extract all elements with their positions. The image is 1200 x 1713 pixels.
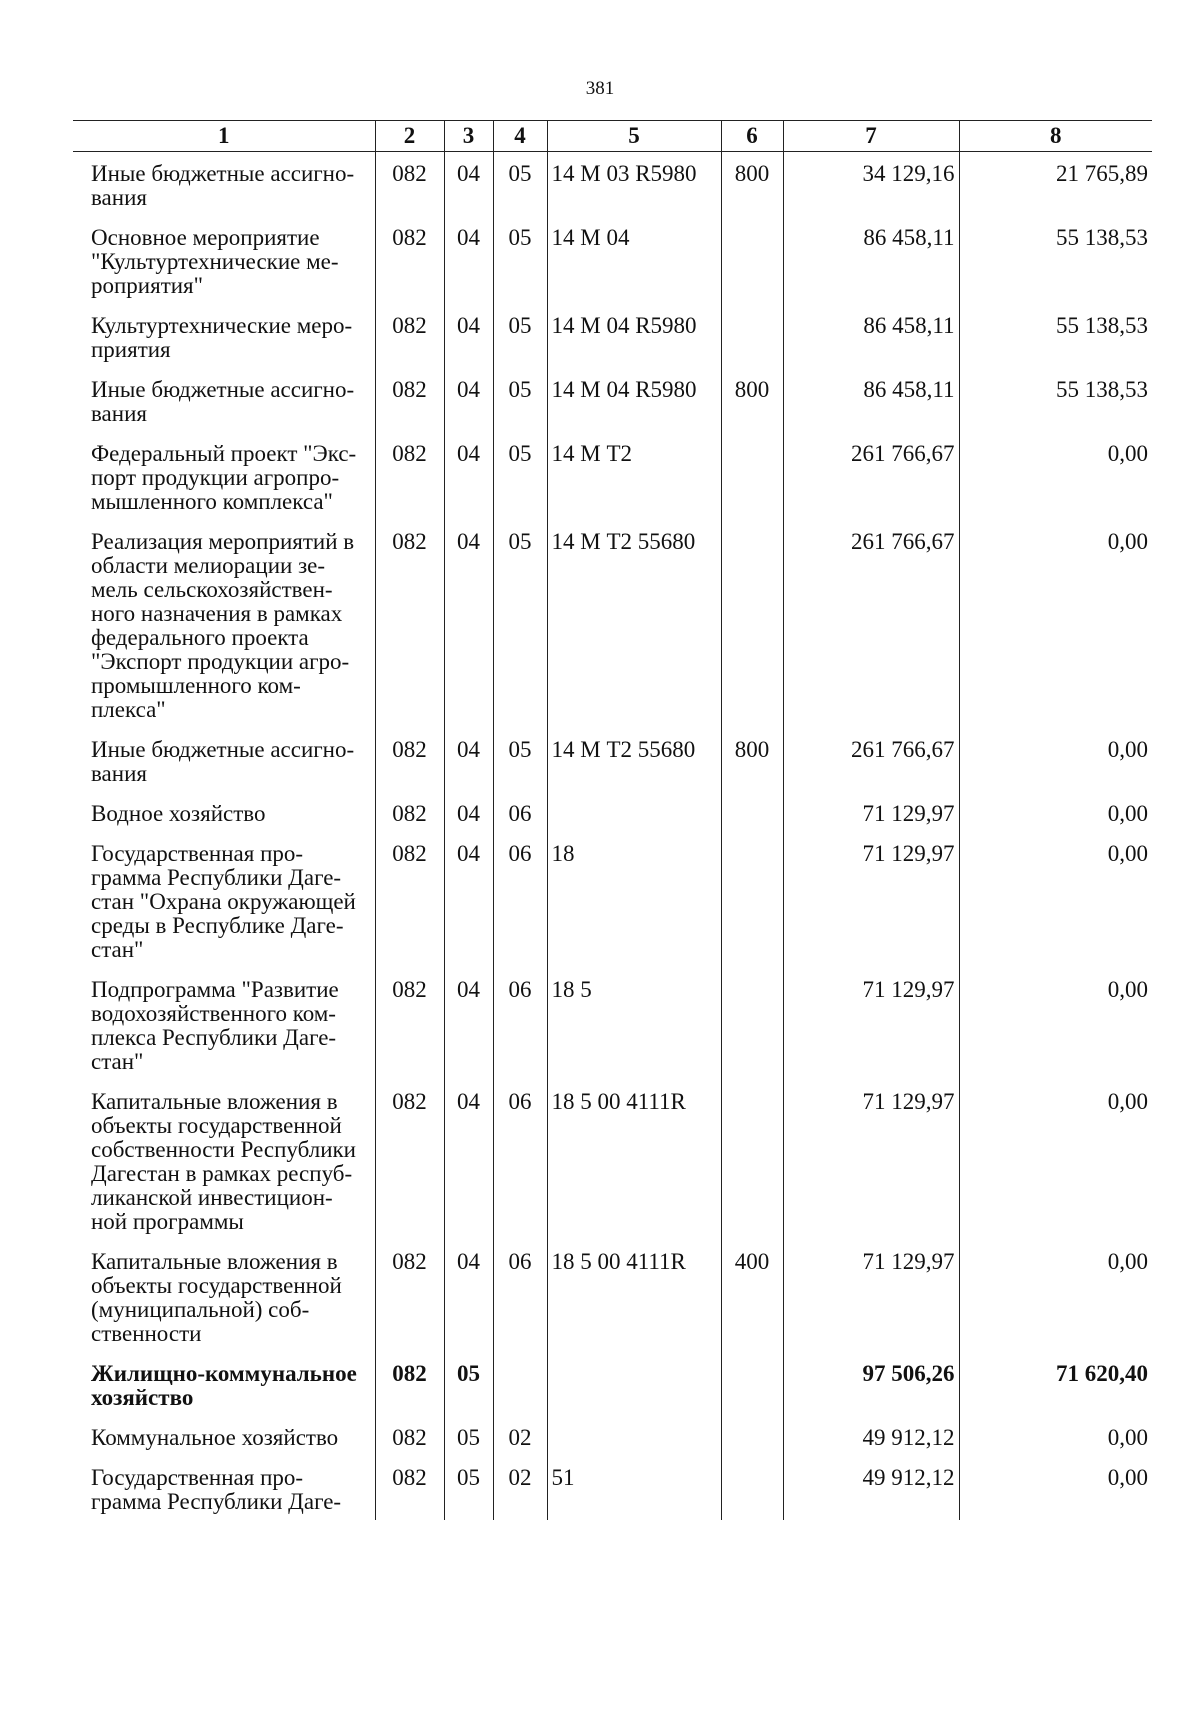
amount-year-2 <box>959 832 1152 968</box>
amount-year-2 <box>959 1416 1152 1456</box>
amount-year-1-text: 71 129,97 <box>862 841 955 866</box>
section-code <box>444 520 493 728</box>
expense-type-code <box>721 792 783 832</box>
expense-type-code <box>721 968 783 1080</box>
amount-year-2 <box>959 216 1152 304</box>
ministry-code-text: 082 <box>392 313 427 338</box>
item-name <box>73 1416 375 1456</box>
amount-year-2 <box>959 368 1152 432</box>
amount-year-1 <box>783 1456 959 1520</box>
table-row <box>73 1080 1152 1240</box>
amount-year-1-text: 71 129,97 <box>862 977 955 1002</box>
target-article-code-text: 18 <box>551 841 575 866</box>
item-name <box>73 1352 375 1416</box>
amount-year-1 <box>783 368 959 432</box>
table-row <box>73 1416 1152 1456</box>
item-name <box>73 968 375 1080</box>
table-row <box>73 728 1152 792</box>
target-article-code <box>547 968 721 1080</box>
item-name-text: Водное хозяйство <box>91 801 266 826</box>
item-name <box>73 216 375 304</box>
amount-year-2 <box>959 728 1152 792</box>
amount-year-1 <box>783 1080 959 1240</box>
table-row <box>73 832 1152 968</box>
ministry-code-text: 082 <box>392 1425 427 1450</box>
expense-type-code <box>721 1352 783 1416</box>
amount-year-2-text: 55 138,53 <box>1056 313 1148 338</box>
ministry-code-text: 082 <box>392 841 427 866</box>
item-name-text: Капитальные вложения в объекты государственной (муниципальной) соб- ственности <box>91 1249 342 1346</box>
item-name-text: Культуртехнические меро- приятия <box>91 313 353 362</box>
ministry-code <box>375 1352 444 1416</box>
item-name <box>73 728 375 792</box>
target-article-code <box>547 832 721 968</box>
ministry-code <box>375 1240 444 1352</box>
ministry-code <box>375 728 444 792</box>
table-row <box>73 432 1152 520</box>
ministry-code-text: 082 <box>392 377 427 402</box>
target-article-code <box>547 216 721 304</box>
target-article-code-text: 14 М 04 R5980 <box>551 377 697 402</box>
ministry-code <box>375 432 444 520</box>
table-row <box>73 368 1152 432</box>
amount-year-2-text: 0,00 <box>1107 1465 1148 1490</box>
ministry-code <box>375 368 444 432</box>
section-code <box>444 1080 493 1240</box>
target-article-code <box>547 728 721 792</box>
amount-year-1 <box>783 728 959 792</box>
column-header: 1 <box>73 121 375 152</box>
amount-year-1 <box>783 432 959 520</box>
ministry-code-text: 082 <box>392 529 427 554</box>
subsection-code-text: 06 <box>508 1089 532 1114</box>
target-article-code <box>547 1240 721 1352</box>
amount-year-2-text: 0,00 <box>1107 737 1148 762</box>
target-article-code <box>547 304 721 368</box>
amount-year-1-text: 71 129,97 <box>862 801 955 826</box>
amount-year-1 <box>783 152 959 217</box>
section-code <box>444 832 493 968</box>
column-header: 6 <box>721 121 783 152</box>
section-code <box>444 1456 493 1520</box>
item-name <box>73 304 375 368</box>
subsection-code <box>493 1352 547 1416</box>
section-code <box>444 216 493 304</box>
expense-type-code <box>721 368 783 432</box>
target-article-code-text: 14 М 04 <box>551 225 630 250</box>
item-name-text: Государственная про- грамма Республики Даге- стан "Охрана окружающей среды в Республике Даге- стан" <box>91 841 356 962</box>
amount-year-2-text: 55 138,53 <box>1056 225 1148 250</box>
target-article-code <box>547 792 721 832</box>
item-name-text: Иные бюджетные ассигно- вания <box>91 737 355 786</box>
item-name-text: Подпрограмма "Развитие водохозяйственного ком- плекса Республики Даге- стан" <box>91 977 339 1074</box>
section-code <box>444 792 493 832</box>
amount-year-2-text: 0,00 <box>1107 1425 1148 1450</box>
subsection-code <box>493 968 547 1080</box>
column-header: 3 <box>444 121 493 152</box>
subsection-code <box>493 304 547 368</box>
target-article-code <box>547 1456 721 1520</box>
ministry-code-text: 082 <box>392 977 427 1002</box>
subsection-code-text: 02 <box>508 1465 532 1490</box>
amount-year-2-text: 0,00 <box>1107 1249 1148 1274</box>
amount-year-2-text: 0,00 <box>1107 1089 1148 1114</box>
expense-type-code <box>721 304 783 368</box>
subsection-code-text: 06 <box>508 1249 532 1274</box>
target-article-code-text: 14 М Т2 <box>551 441 632 466</box>
section-code-text: 04 <box>457 1089 480 1114</box>
amount-year-2 <box>959 1240 1152 1352</box>
amount-year-1-text: 97 506,26 <box>862 1361 955 1386</box>
amount-year-2 <box>959 520 1152 728</box>
section-code <box>444 1352 493 1416</box>
amount-year-2-text: 0,00 <box>1107 529 1148 554</box>
item-name <box>73 1080 375 1240</box>
expense-type-code <box>721 152 783 217</box>
amount-year-2 <box>959 1352 1152 1416</box>
ministry-code-text: 082 <box>392 1249 427 1274</box>
table-row <box>73 968 1152 1080</box>
section-code-text: 04 <box>457 841 480 866</box>
item-name <box>73 368 375 432</box>
subsection-code <box>493 1240 547 1352</box>
subsection-code <box>493 216 547 304</box>
section-code-text: 04 <box>457 441 480 466</box>
subsection-code <box>493 368 547 432</box>
target-article-code-text: 18 5 00 4111R <box>551 1249 686 1274</box>
table-row <box>73 152 1152 217</box>
column-header: 4 <box>493 121 547 152</box>
ministry-code-text: 082 <box>392 1465 427 1490</box>
item-name <box>73 432 375 520</box>
target-article-code-text: 18 5 <box>551 977 592 1002</box>
amount-year-1-text: 86 458,11 <box>863 225 955 250</box>
section-code <box>444 304 493 368</box>
table-row <box>73 216 1152 304</box>
column-header: 8 <box>959 121 1152 152</box>
expense-type-code <box>721 1080 783 1240</box>
amount-year-2 <box>959 432 1152 520</box>
amount-year-1-text: 261 766,67 <box>851 441 955 466</box>
item-name <box>73 832 375 968</box>
item-name-text: Основное мероприятие "Культуртехнические ме- роприятия" <box>91 225 339 298</box>
ministry-code <box>375 832 444 968</box>
section-code-text: 05 <box>457 1425 480 1450</box>
expense-type-code <box>721 832 783 968</box>
section-code <box>444 968 493 1080</box>
subsection-code <box>493 832 547 968</box>
item-name-text: Капитальные вложения в объекты государственной собственности Республики Дагестан в рамках респуб- ликанской инвестицион- ной программы <box>91 1089 356 1234</box>
expense-type-code <box>721 432 783 520</box>
subsection-code-text: 05 <box>508 313 532 338</box>
section-code-text: 04 <box>457 801 480 826</box>
amount-year-1-text: 49 912,12 <box>862 1425 955 1450</box>
section-code-text: 04 <box>457 313 480 338</box>
amount-year-1 <box>783 216 959 304</box>
section-code <box>444 152 493 217</box>
amount-year-2-text: 0,00 <box>1107 977 1148 1002</box>
amount-year-1 <box>783 1352 959 1416</box>
amount-year-1-text: 86 458,11 <box>863 313 955 338</box>
subsection-code <box>493 1416 547 1456</box>
target-article-code-text: 51 <box>551 1465 575 1490</box>
amount-year-2-text: 55 138,53 <box>1056 377 1148 402</box>
item-name <box>73 520 375 728</box>
item-name-text: Иные бюджетные ассигно- вания <box>91 377 355 426</box>
section-code <box>444 1240 493 1352</box>
amount-year-2-text: 71 620,40 <box>1056 1361 1148 1386</box>
target-article-code <box>547 520 721 728</box>
amount-year-1-text: 261 766,67 <box>851 737 955 762</box>
expense-type-code <box>721 1456 783 1520</box>
amount-year-2-text: 0,00 <box>1107 801 1148 826</box>
amount-year-2-text: 0,00 <box>1107 841 1148 866</box>
expense-type-code-text: 800 <box>734 161 770 186</box>
ministry-code <box>375 216 444 304</box>
expense-type-code <box>721 1240 783 1352</box>
subsection-code-text: 02 <box>508 1425 532 1450</box>
section-code <box>444 368 493 432</box>
column-header: 2 <box>375 121 444 152</box>
column-header: 7 <box>783 121 959 152</box>
item-name-text: Государственная про- грамма Республики Даге- <box>91 1465 342 1514</box>
subsection-code <box>493 520 547 728</box>
ministry-code <box>375 968 444 1080</box>
header-row <box>73 121 1152 152</box>
target-article-code-text: 18 5 00 4111R <box>551 1089 686 1114</box>
expense-type-code-text: 400 <box>734 1249 770 1274</box>
section-code-text: 04 <box>457 529 480 554</box>
table-row <box>73 520 1152 728</box>
subsection-code <box>493 1456 547 1520</box>
target-article-code <box>547 1416 721 1456</box>
table-body <box>73 152 1152 1521</box>
section-code-text: 04 <box>457 225 480 250</box>
subsection-code-text: 06 <box>508 801 532 826</box>
section-code-text: 05 <box>457 1465 480 1490</box>
section-code-text: 04 <box>457 977 480 1002</box>
expense-type-code <box>721 728 783 792</box>
target-article-code-text: 14 М 04 R5980 <box>551 313 697 338</box>
amount-year-1-text: 71 129,97 <box>862 1249 955 1274</box>
ministry-code-text: 082 <box>392 225 427 250</box>
ministry-code <box>375 792 444 832</box>
table-row <box>73 792 1152 832</box>
column-header: 5 <box>547 121 721 152</box>
amount-year-1 <box>783 304 959 368</box>
ministry-code-text: 082 <box>392 801 427 826</box>
amount-year-2 <box>959 152 1152 217</box>
target-article-code <box>547 1352 721 1416</box>
subsection-code-text: 05 <box>508 737 532 762</box>
item-name-text: Реализация мероприятий в области мелиорации зе- мель сельскохозяйствен- ного назначения в рамках федерального проекта "Экспорт продукции агро- промышленного ком- плекса" <box>91 529 355 722</box>
subsection-code-text: 05 <box>508 161 532 186</box>
target-article-code <box>547 152 721 217</box>
ministry-code <box>375 304 444 368</box>
item-name <box>73 152 375 217</box>
amount-year-2 <box>959 968 1152 1080</box>
target-article-code-text: 14 М 03 R5980 <box>551 161 697 186</box>
subsection-code <box>493 152 547 217</box>
target-article-code-text: 14 М Т2 55680 <box>551 737 696 762</box>
amount-year-2 <box>959 1456 1152 1520</box>
expense-type-code <box>721 520 783 728</box>
target-article-code <box>547 432 721 520</box>
ministry-code-text: 082 <box>392 1361 427 1386</box>
amount-year-2-text: 21 765,89 <box>1056 161 1148 186</box>
subsection-code-text: 05 <box>508 377 532 402</box>
amount-year-1-text: 86 458,11 <box>863 377 955 402</box>
subsection-code-text: 06 <box>508 977 532 1002</box>
item-name-text: Федеральный проект "Экс- порт продукции агропро- мышленного комплекса" <box>91 441 357 514</box>
amount-year-2 <box>959 792 1152 832</box>
amount-year-2 <box>959 304 1152 368</box>
page-number: 381 <box>585 78 615 99</box>
subsection-code <box>493 728 547 792</box>
amount-year-1-text: 71 129,97 <box>862 1089 955 1114</box>
expense-type-code <box>721 1416 783 1456</box>
amount-year-1 <box>783 1416 959 1456</box>
item-name <box>73 1456 375 1520</box>
section-code-text: 04 <box>457 1249 480 1274</box>
amount-year-1 <box>783 832 959 968</box>
amount-year-1 <box>783 792 959 832</box>
subsection-code <box>493 432 547 520</box>
table-row <box>73 1352 1152 1416</box>
amount-year-1-text: 49 912,12 <box>862 1465 955 1490</box>
subsection-code-text: 05 <box>508 225 532 250</box>
section-code-text: 04 <box>457 737 480 762</box>
table-row <box>73 1456 1152 1520</box>
section-code-text: 04 <box>457 377 480 402</box>
subsection-code <box>493 792 547 832</box>
amount-year-2-text: 0,00 <box>1107 441 1148 466</box>
amount-year-1 <box>783 1240 959 1352</box>
ministry-code-text: 082 <box>392 161 427 186</box>
item-name-text: Жилищно-коммунальное хозяйство <box>91 1361 357 1410</box>
section-code <box>444 432 493 520</box>
section-code <box>444 728 493 792</box>
target-article-code <box>547 368 721 432</box>
ministry-code <box>375 1416 444 1456</box>
amount-year-1-text: 34 129,16 <box>862 161 955 186</box>
amount-year-2 <box>959 1080 1152 1240</box>
table-row <box>73 1240 1152 1352</box>
section-code <box>444 1416 493 1456</box>
ministry-code-text: 082 <box>392 1089 427 1114</box>
item-name-text: Коммунальное хозяйство <box>91 1425 339 1450</box>
expense-type-code-text: 800 <box>734 737 770 762</box>
ministry-code <box>375 1456 444 1520</box>
subsection-code-text: 05 <box>508 441 532 466</box>
subsection-code <box>493 1080 547 1240</box>
ministry-code <box>375 1080 444 1240</box>
target-article-code-text: 14 М Т2 55680 <box>551 529 696 554</box>
budget-table <box>73 120 1152 1520</box>
subsection-code-text: 06 <box>508 841 532 866</box>
item-name <box>73 1240 375 1352</box>
expense-type-code <box>721 216 783 304</box>
item-name-text: Иные бюджетные ассигно- вания <box>91 161 355 210</box>
amount-year-1 <box>783 968 959 1080</box>
ministry-code-text: 082 <box>392 737 427 762</box>
ministry-code-text: 082 <box>392 441 427 466</box>
item-name <box>73 792 375 832</box>
section-code-text: 04 <box>457 161 480 186</box>
amount-year-1-text: 261 766,67 <box>851 529 955 554</box>
amount-year-1 <box>783 520 959 728</box>
section-code-text: 05 <box>457 1361 480 1386</box>
table-row <box>73 304 1152 368</box>
target-article-code <box>547 1080 721 1240</box>
ministry-code <box>375 520 444 728</box>
subsection-code-text: 05 <box>508 529 532 554</box>
ministry-code <box>375 152 444 217</box>
expense-type-code-text: 800 <box>734 377 770 402</box>
